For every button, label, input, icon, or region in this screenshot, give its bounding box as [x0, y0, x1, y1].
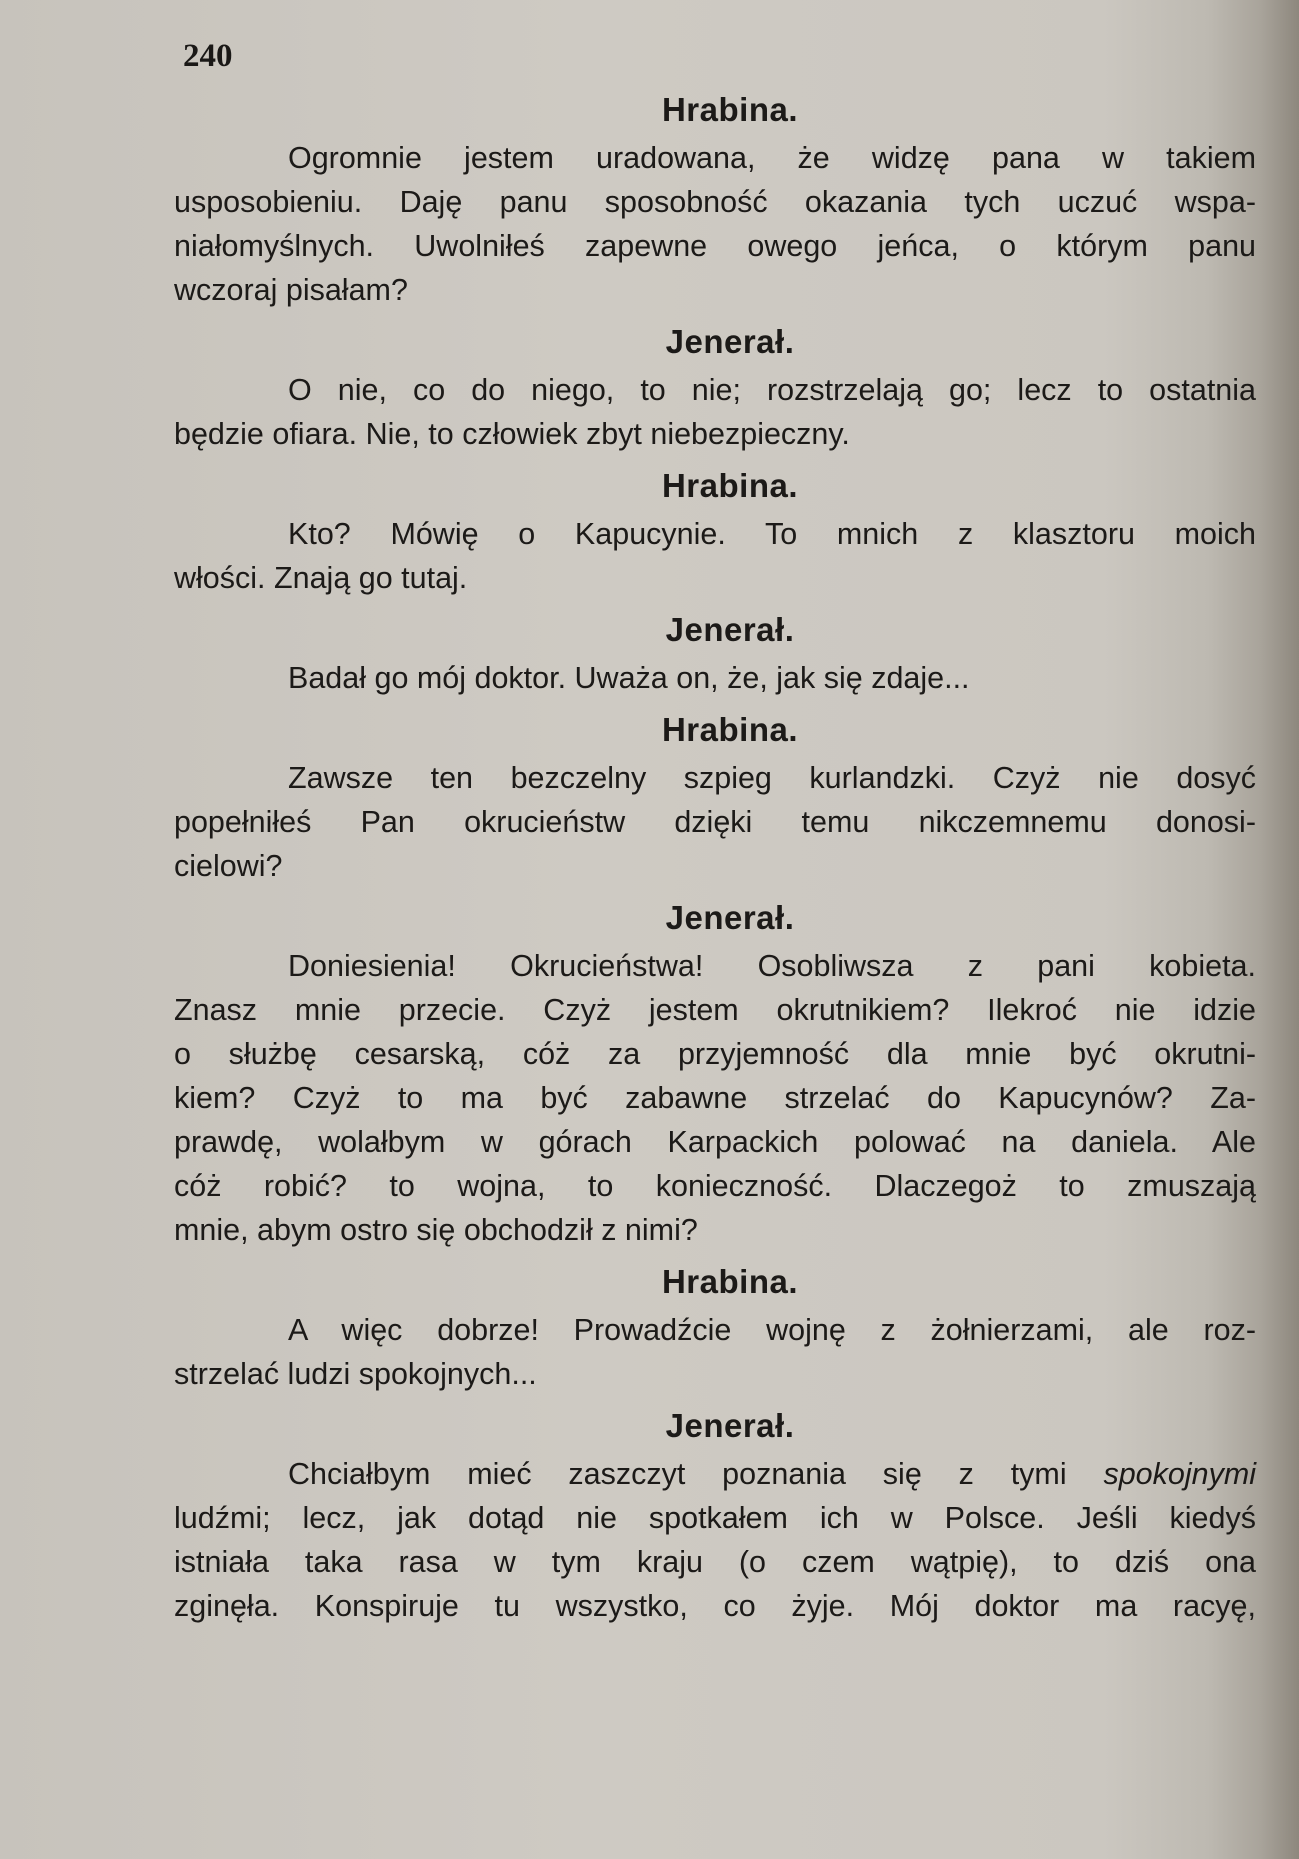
speech-paragraph	[174, 1308, 1256, 1396]
speech-paragraph	[174, 136, 1256, 312]
text-line: Ogromnie jestem uradowana, że widzę pana w takiem	[288, 141, 1256, 175]
text-line: Kto? Mówię o Kapucynie. To mnich z klasztoru moich	[288, 517, 1256, 551]
text-line: będzie ofiara. Nie, to człowiek zbyt niebezpieczny.	[174, 417, 850, 451]
page-number: 240	[183, 38, 233, 74]
speaker-heading: Hrabina.	[661, 1263, 799, 1300]
emphasized-word: spokojnymi	[1103, 1457, 1256, 1491]
text-line: prawdę, wolałbym w górach Karpackich polować na daniela. Ale	[174, 1125, 1256, 1159]
text-line-with-emphasis	[174, 1452, 1256, 1496]
text-line: O nie, co do niego, to nie; rozstrzelają go; lecz to ostatnia	[288, 373, 1256, 407]
text-line: popełniłeś Pan okrucieństw dzięki temu nikczemnemu donosi-	[174, 805, 1256, 839]
text-line: o służbę cesarską, cóż za przyjemność dla mnie być okrutni-	[174, 1037, 1256, 1071]
speaker-heading: Hrabina.	[661, 91, 799, 128]
text-line: Badał go mój doktor. Uważa on, że, jak się zdaje...	[288, 661, 970, 695]
speech-paragraph	[174, 944, 1256, 1252]
speaker-heading: Jenerał.	[665, 1407, 795, 1444]
text-line: Doniesienia! Okrucieństwa! Osobliwsza z pani kobieta.	[288, 949, 1256, 983]
text-line: cielowi?	[174, 849, 283, 883]
text-line: cóż robić? to wojna, to konieczność. Dlaczegoż to zmuszają	[174, 1169, 1256, 1203]
text-line: ludźmi; lecz, jak dotąd nie spotkałem ich w Polsce. Jeśli kiedyś	[174, 1501, 1256, 1535]
speech-paragraph	[174, 512, 1256, 600]
speaker-heading: Jenerał.	[665, 611, 795, 648]
text-line: zginęła. Konspiruje tu wszystko, co żyje. Mój doktor ma racyę,	[174, 1589, 1256, 1623]
speech-paragraph	[174, 656, 1256, 700]
text-line: kiem? Czyż to ma być zabawne strzelać do Kapucynów? Za-	[174, 1081, 1256, 1115]
text-fragment: Chciałbym mieć zaszczyt poznania się z tymi	[288, 1457, 1067, 1491]
text-line: niałomyślnych. Uwolniłeś zapewne owego jeńca, o którym panu	[174, 229, 1256, 263]
dialogue-text	[174, 88, 1256, 1636]
speaker-heading: Hrabina.	[661, 467, 799, 504]
speaker-heading: Jenerał.	[665, 323, 795, 360]
text-line: mnie, abym ostro się obchodził z nimi?	[174, 1213, 698, 1247]
speech-paragraph	[174, 1452, 1256, 1628]
speaker-heading: Hrabina.	[661, 711, 799, 748]
speech-paragraph	[174, 756, 1256, 888]
text-line: A więc dobrze! Prowadźcie wojnę z żołnierzami, ale roz-	[288, 1313, 1256, 1347]
text-line: usposobieniu. Daję panu sposobność okazania tych uczuć wspa-	[174, 185, 1256, 219]
text-line: istniała taka rasa w tym kraju (o czem wątpię), to dziś ona	[174, 1545, 1256, 1579]
speech-paragraph	[174, 368, 1256, 456]
text-line: Zawsze ten bezczelny szpieg kurlandzki. Czyż nie dosyć	[288, 761, 1256, 795]
speaker-heading: Jenerał.	[665, 899, 795, 936]
text-line: Znasz mnie przecie. Czyż jestem okrutnikiem? Ilekroć nie idzie	[174, 993, 1256, 1027]
text-line: wczoraj pisałam?	[174, 273, 408, 307]
text-line: strzelać ludzi spokojnych...	[174, 1357, 537, 1391]
text-line: włości. Znają go tutaj.	[174, 561, 468, 595]
